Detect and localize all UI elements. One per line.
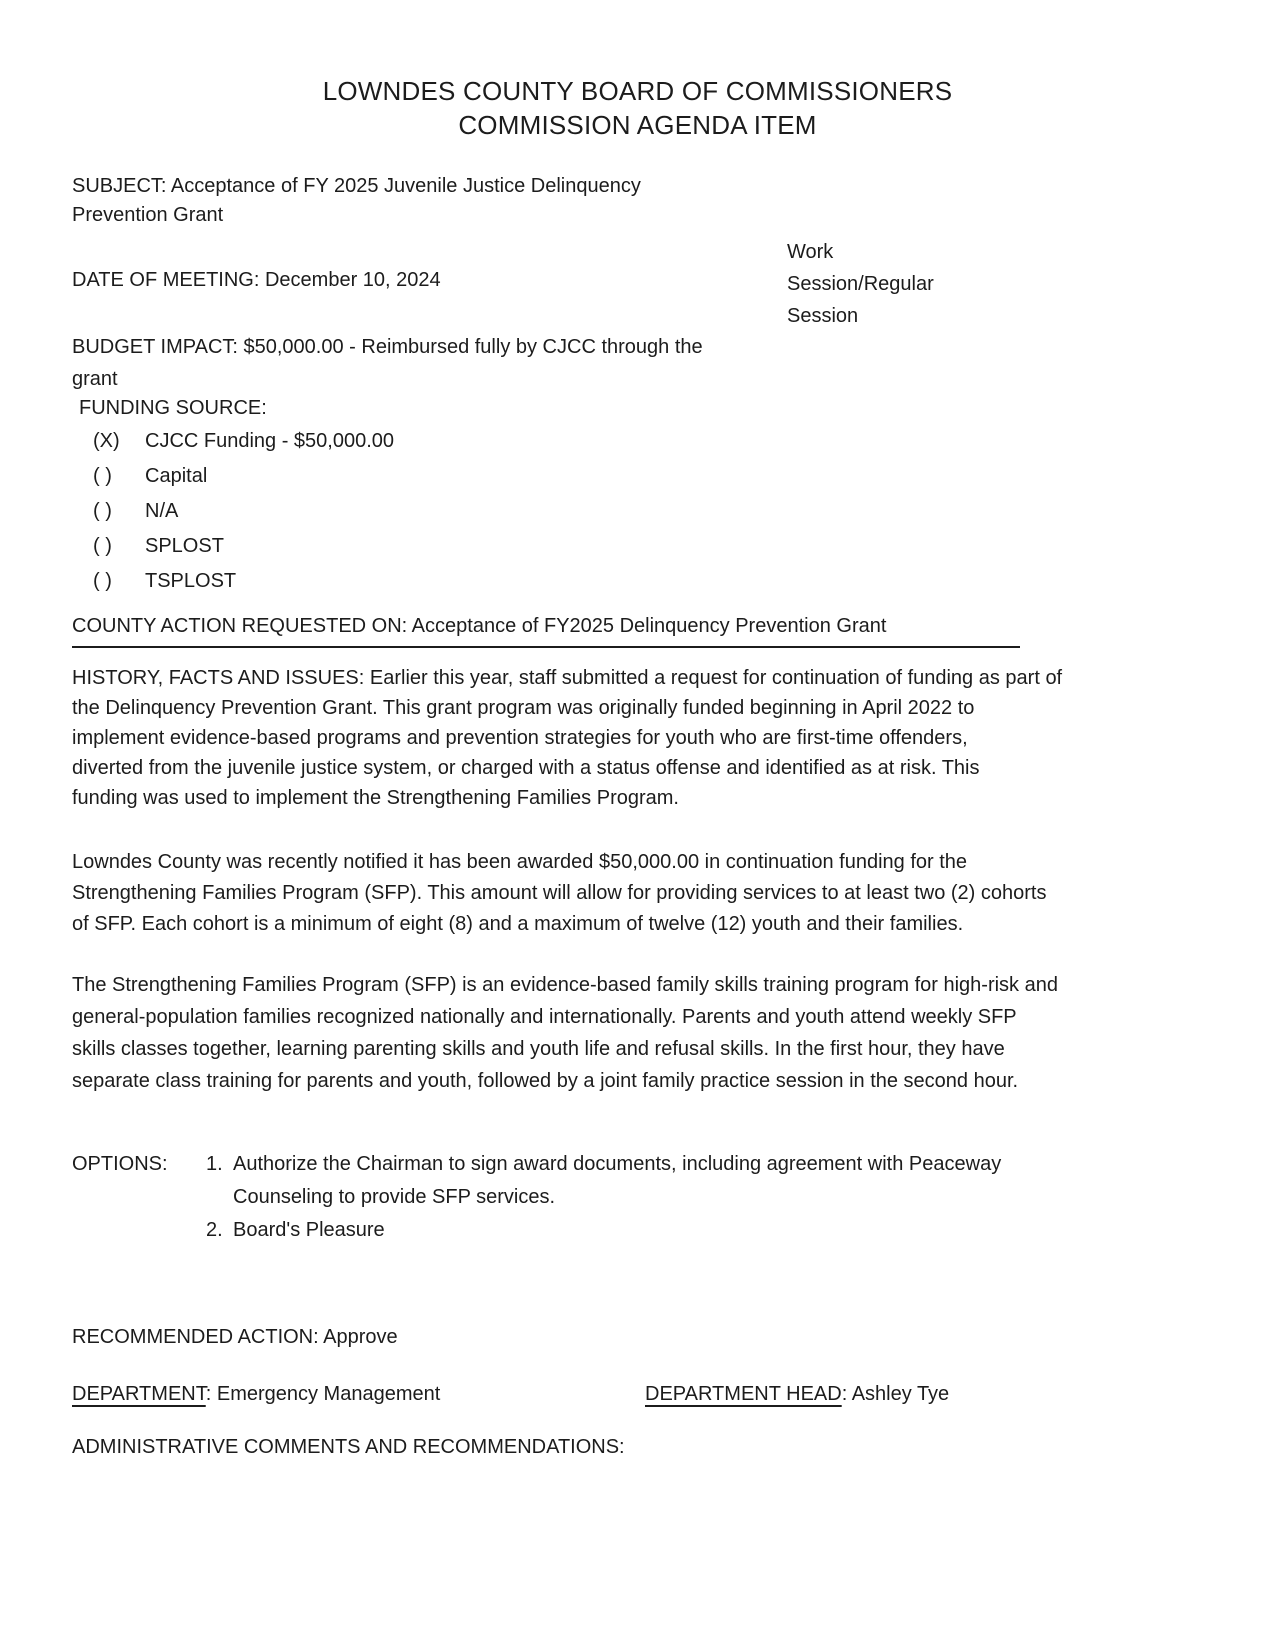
document-title-line2: COMMISSION AGENDA ITEM: [458, 110, 817, 140]
funding-option-label: CJCC Funding - $50,000.00: [145, 430, 395, 452]
option-item-1: [206, 1148, 1166, 1214]
option-text: [233, 1148, 1001, 1214]
department-head-field: [645, 1380, 949, 1409]
unchecked-box-marker: ( ): [93, 570, 112, 592]
paragraph-line: of SFP. Each cohort is a minimum of eight (8) and a maximum of twelve (12) youth and their families.: [72, 913, 964, 935]
budget-impact-line2: grant: [72, 368, 118, 390]
subject-line1: SUBJECT: Acceptance of FY 2025 Juvenile Justice Delinquency: [72, 175, 641, 197]
option-line: Board's Pleasure: [233, 1219, 385, 1241]
paragraph-line: The Strengthening Families Program (SFP) is an evidence-based family skills training program for high-risk and: [72, 974, 1058, 996]
award-notification-paragraph: [72, 847, 1232, 940]
option-item-2: [206, 1214, 1166, 1247]
meeting-type-line3: Session: [787, 305, 859, 327]
funding-option-cjcc: [93, 424, 693, 459]
funding-source-label: FUNDING SOURCE:: [79, 397, 267, 419]
department-label: DEPARTMENT: [72, 1383, 206, 1405]
sfp-description-paragraph: [72, 969, 1232, 1097]
paragraph-line: the Delinquency Prevention Grant. This grant program was originally funded beginning in April 2022 to: [72, 697, 975, 719]
funding-option-tsplost: [93, 564, 693, 599]
unchecked-box-marker: ( ): [93, 500, 112, 522]
checked-box-marker: (X): [93, 430, 120, 452]
unchecked-box-marker: ( ): [93, 465, 112, 487]
paragraph-line: diverted from the juvenile justice system, or charged with a status offense and identified as at risk. This: [72, 757, 980, 779]
funding-option-label: Capital: [145, 465, 208, 487]
paragraph-line: implement evidence-based programs and prevention strategies for youth who are first-time offenders,: [72, 727, 968, 749]
date-of-meeting: DATE OF MEETING: December 10, 2024: [72, 269, 441, 291]
paragraph-line: Lowndes County was recently notified it has been awarded $50,000.00 in continuation funding for the: [72, 851, 968, 873]
budget-impact-line1: BUDGET IMPACT: $50,000.00 - Reimbursed fully by CJCC through the: [72, 336, 703, 358]
option-number: 1.: [206, 1153, 223, 1175]
funding-option-capital: [93, 459, 693, 494]
paragraph-line: general-population families recognized nationally and internationally. Parents and youth attend weekly SFP: [72, 1006, 1017, 1028]
department-head-value: : Ashley Tye: [841, 1383, 950, 1405]
unchecked-box-marker: ( ): [93, 535, 112, 557]
funding-option-label: N/A: [145, 500, 179, 522]
option-line: Counseling to provide SFP services.: [233, 1186, 556, 1208]
funding-option-splost: [93, 529, 693, 564]
department-head-label: DEPARTMENT HEAD: [645, 1383, 842, 1405]
meeting-type-block: [787, 236, 967, 332]
recommended-action: RECOMMENDED ACTION: Approve: [72, 1326, 398, 1348]
document-header: [0, 74, 1275, 142]
document-title-line1: LOWNDES COUNTY BOARD OF COMMISSIONERS: [322, 76, 953, 106]
options-list: [206, 1148, 1166, 1247]
history-facts-issues-paragraph: [72, 663, 1232, 813]
paragraph-line: separate class training for parents and youth, followed by a joint family practice session in the second hour.: [72, 1070, 1019, 1092]
paragraph-line: HISTORY, FACTS AND ISSUES: Earlier this year, staff submitted a request for continuation of funding as part of: [72, 667, 1063, 689]
budget-impact-block: [72, 331, 812, 395]
department-row: [72, 1380, 1202, 1409]
funding-option-na: [93, 494, 693, 529]
funding-option-label: TSPLOST: [145, 570, 237, 592]
funding-source-list: [93, 424, 693, 599]
option-number: 2.: [206, 1219, 223, 1241]
meeting-type-line2: Session/Regular: [787, 273, 934, 295]
administrative-comments-label: ADMINISTRATIVE COMMENTS AND RECOMMENDATIONS:: [72, 1436, 625, 1458]
option-line: Authorize the Chairman to sign award documents, including agreement with Peaceway: [233, 1153, 1002, 1175]
paragraph-line: skills classes together, learning parenting skills and youth life and refusal skills. In the first hour, they have: [72, 1038, 1005, 1060]
option-text: [233, 1214, 385, 1247]
paragraph-line: funding was used to implement the Strengthening Families Program.: [72, 787, 679, 809]
funding-option-label: SPLOST: [145, 535, 224, 557]
meeting-type-line1: Work: [787, 241, 834, 263]
paragraph-line: Strengthening Families Program (SFP). This amount will allow for providing services to at least two (2) cohorts: [72, 882, 1047, 904]
options-label: OPTIONS:: [72, 1153, 168, 1175]
department-value: : Emergency Management: [205, 1383, 441, 1405]
department-field: [72, 1383, 440, 1405]
subject-block: [72, 172, 792, 230]
county-action-requested: COUNTY ACTION REQUESTED ON: Acceptance of FY2025 Delinquency Prevention Grant: [72, 612, 1020, 648]
subject-line2: Prevention Grant: [72, 204, 224, 226]
